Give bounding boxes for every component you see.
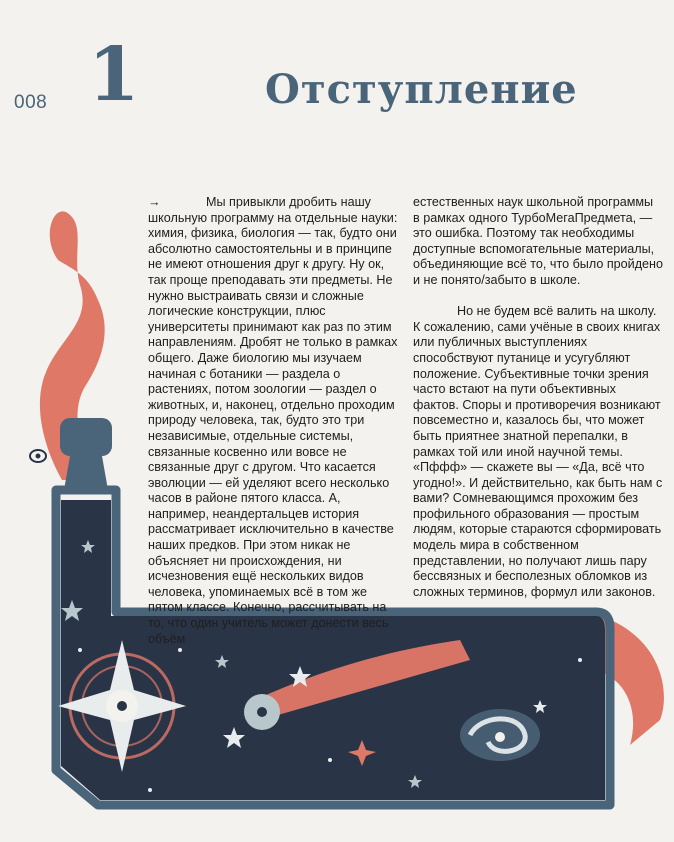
bottle-neck xyxy=(64,456,108,490)
spiral-galaxy-icon xyxy=(460,709,540,761)
text-column-left xyxy=(148,195,398,647)
column1-text: Мы привыкли дробить нашу школьную программу на отдельные науки: химия, физика, биология — так, будто они абсолютно самостоятельны и в принципе не имеют отношения друг к другу. Ну ок, так проще преподавать эти предметы. Не нужно выстраивать связи и сложные логические конструкции, плюс университеты принимают как раз по этим направлениям. Дробят не только в рамках общего. Даже биологию мы изучаем начиная с ботаники — раздела о растениях, потом зоологии — раздел о животных, и, наконец, отдельно проходим природу человека, так, будто это три независимые, отдельные системы, связанные косвенно или вовсе не связанные друг с другом. Что касается эволюции — ей уделяют всего несколько часов в районе пятого класса. А, например, неандертальцев история рассматривает исключительно в качестве наших предков. При этом никак не объясняет ни происхождения, ни исчезновения ещё нескольких видов человека, упоминаемых всё в том же пятом классе. Конечно, рассчитывать на то, что один учитель может донести весь объём xyxy=(148,195,398,646)
chapter-number: 1 xyxy=(88,32,140,118)
column2-paragraph-1: естественных наук школьной программы в рамках одного ТурбоМегаПредмета, — это ошибка. Поэтому так необходимы доступные вспомогательные материалы, объединяющие всё то, что было пройдено и не понято/забыто в школе. xyxy=(413,195,663,287)
arrow-right-icon: → xyxy=(148,195,161,209)
chapter-title: Отступление xyxy=(265,66,578,113)
text-column-right xyxy=(413,195,663,600)
column2-paragraph-2: Но не будем всё валить на школу. К сожалению, сами учёные в своих книгах или публичных выступлениях способствуют путанице и усугубляют положение. Субъективные точки зрения часто встают на пути объективных фактов. Споры и противоречия возникают повсеместно и, казалось бы, что может быть приятнее знатной перепалки, в рамках той или иной научной темы. «Пффф» — скажете вы — «Да, всё что угодно!». И действительно, как быть нам с вами? Сомневающимся прохожим без профильного образования — простым людям, которые стараются сформировать модель мира в собственном представлении, но получают лишь пару бессвязных и бесполезных обломков из сложных терминов, формул или законов. xyxy=(413,304,663,599)
page-number: 008 xyxy=(14,92,48,113)
bottle-cap xyxy=(60,418,112,456)
